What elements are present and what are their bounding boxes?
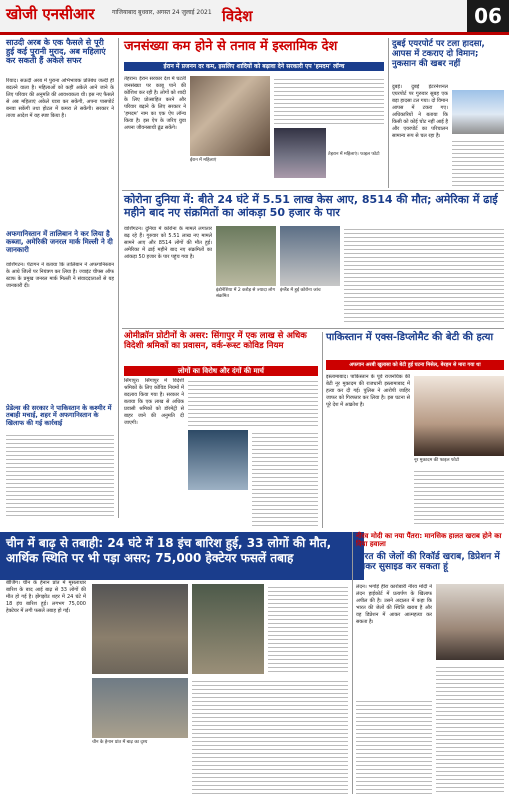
main-caption-2: तेहरान में महिलाएं। फाइल फोटो <box>328 152 380 157</box>
china-caption: चीन के हेनान प्रांत में बाढ़ का दृश्य <box>92 740 148 745</box>
left-subhead: अफगानिस्तान में तालिबान ने कर लिया है कब्जा, अमेरिकी जनरल मार्क मिल्ली ने दी जानकारी <box>6 230 113 255</box>
right-filler <box>452 138 504 186</box>
china-photo-3 <box>92 678 188 738</box>
pakistan-headline: पाकिस्तान में एक्स-डिप्लोमैट की बेटी की हत्या <box>326 332 494 343</box>
plane-photo <box>452 90 504 134</box>
main-body-filler <box>274 76 384 126</box>
corona-body: वाशिंगटन। दुनिया में कोरोना के मामले लगातार बढ़ रहे हैं। गुरुवार को 5.51 लाख नए मामले सामने आए और 8514 लोगों की मौत हुई। अमेरिका में ढाई महीने बाद नए संक्रमितों का आंकड़ा 50 हजार के पार पहुंच गया है। <box>124 226 212 260</box>
column-rule <box>352 532 353 794</box>
main-subhead: ईरान में प्रजनन दर कम, इसलिए शादियों को बढ़ावा देने सरकारी एप 'हमदम' लॉन्च <box>124 62 384 71</box>
main-body: तेहरान। ईरान सरकार देश में घटती जनसंख्या पर काबू पाने की कोशिश कर रही है। लोगों को शादी के लिए प्रोत्साहित करने और परिवार बढ़ाने के लिए सरकार ने 'हमदम' नाम का एक ऐप लॉन्च किया है। इस ऐप के जरिए युवा अपना जीवनसाथी ढूंढ सकेंगे। <box>124 76 186 131</box>
nirav-headline: नीरव मोदी का नया पैंतरा: मानसिक हालत खराब होने का दिया हवाला <box>356 532 502 549</box>
section-title: विदेश <box>222 7 253 25</box>
china-filler <box>192 678 348 794</box>
corona-photo-1 <box>216 226 276 286</box>
left-subhead2: प्रेडेल्स की सरकार ने पाकिस्तान के कश्मीर में तबाही मचाई, शहर में अफगानिस्तान के खिलाफ की गई कार्रवाई <box>6 404 112 427</box>
china-photo-2 <box>192 584 264 674</box>
nirav-photo <box>436 584 504 660</box>
column-rule <box>322 332 323 528</box>
right-body: दुबई। दुबई इंटरनेशनल एयरपोर्ट पर गुरुवार सुबह एक बड़ा हादसा टल गया। दो विमान आपस में टकरा गए। अधिकारियों ने बताया कि किसी को कोई चोट नहीं आई है और एयरपोर्ट का परिचालन सामान्य रूप से चल रहा है। <box>392 84 448 139</box>
column-rule <box>388 38 389 188</box>
nirav-body: लंदन। भगोड़े हीरा कारोबारी नीरव मोदी ने लंदन हाईकोर्ट में प्रत्यर्पण के खिलाफ अपील की है। उसने अदालत में कहा कि भारत की जेलों की स्थिति खराब है और वह डिप्रेशन में आकर आत्महत्या कर सकता है। <box>356 584 432 625</box>
section-divider <box>122 328 504 329</box>
left-body: रियाद। सऊदी अरब में पुराना अभिभावक प्रतिबंध जल्दी ही बदलने वाला है। महिलाओं को कहीं अकेले आने जाने के लिए परिवार की अनुमति की आवश्यकता थी। इस नए फैसले से अब महिलाएं अकेले यात्रा कर सकेंगी, अपना पासपोर्ट बनवा सकेंगी तथा होटल में कमरा ले सकेंगी। सरकार ने ताजा आदेश में यह स्पष्ट किया है। <box>6 78 114 119</box>
china-filler-2 <box>268 584 348 674</box>
singapore-filler <box>188 378 318 428</box>
paper-logo: खोजी एनसीआर <box>6 5 95 23</box>
column-rule <box>118 38 119 518</box>
page-number: 06 <box>467 0 509 32</box>
nirav-subhead: भारत की जेलों की रिकॉर्ड खराब, डिप्रेशन में आकर सुसाइड कर सकता हूं <box>356 552 500 573</box>
china-headline-band: चीन में बाढ़ से तबाही: 24 घंटे में 18 इंच बारिश हुई, 33 लोगों की मौत, आर्थिक स्थिति पर भी पड़ा असर; 75,000 हेक्टेयर फसलें तबाह <box>0 532 364 580</box>
singapore-bar: लोगों का विरोध और दंगों की मार्च <box>124 366 318 376</box>
pakistan-caption: नूर मुकादम की फाइल फोटो <box>414 458 460 463</box>
masthead <box>0 0 509 35</box>
pakistan-bar: अफगान अरबी खुलासा को बेटी हुई घटना मिसेल, बेरहम से मारा गया था <box>326 360 504 370</box>
singapore-body: सिंगापुर। सिंगापुर में विदेशी श्रमिकों के लिए कोविड नियमों में बदलाव किया गया है। सरकार ने बताया कि एक लाख से अधिक प्रवासी श्रमिकों को डॉरमेट्री से बाहर जाने की अनुमति दी जाएगी। <box>124 378 184 426</box>
china-body: बीजिंग। चीन के हेनान प्रांत में मूसलाधार बारिश के बाद आई बाढ़ से 33 लोगों की मौत हो गई है। झेंगझोउ शहर में 24 घंटे में 18 इंच बारिश हुई। लगभग 75,000 हेक्टेयर में लगी फसलें तबाह हो गईं। <box>6 580 86 614</box>
left-headline: साउदी अरब के एक फैसले से पूरी हुई कई पुरानी मुराद, अब महिलाएं कर सकती हैं अकेले सफर <box>6 38 106 66</box>
section-divider <box>122 190 504 191</box>
corona-photo-2 <box>280 226 340 286</box>
china-photo-1 <box>92 584 188 674</box>
corona-caption-2: इंग्लैंड में हुई कोरोना जांच <box>280 288 321 293</box>
dateline: गाजियाबाद बुधवार, अगस्त 24 जुलाई 2021 <box>112 9 212 16</box>
singapore-photo <box>188 430 248 490</box>
nirav-filler-2 <box>356 698 432 794</box>
pakistan-body: इस्लामाबाद। पाकिस्तान के पूर्व राजनयिक की बेटी नूर मुकादम की राजधानी इस्लामाबाद में हत्या कर दी गई। पुलिस ने आरोपी जाहिर जाफर को गिरफ्तार कर लिया है। इस घटना से पूरे देश में आक्रोश है। <box>326 374 410 408</box>
pakistan-photo <box>414 376 504 456</box>
corona-headline: कोरोना दुनिया में: बीते 24 घंटे में 5.51 लाख केस आए, 8514 की मौत; अमेरिका में ढाई महीने बाद नए संक्रमितों का आंकड़ा 50 हजार के पार <box>124 193 498 219</box>
left-body3-filler <box>6 432 114 516</box>
main-headline: जनसंख्या कम होने से तनाव में इस्लामिक देश <box>124 39 338 54</box>
corona-body-filler <box>344 226 504 324</box>
corona-caption-1: इंडोनेशिया में 2 करोड़ से ज्यादा लोग संक्रमित <box>216 288 275 299</box>
nirav-filler <box>436 664 504 794</box>
main-photo <box>190 76 270 156</box>
singapore-headline: ओमीक्रॉन प्रोटीनों के असर: सिंगापुर में एक लाख से अधिक विदेशी श्रमिकों का प्रवासन, वर्क-रूस्ट कोविड नियम <box>124 331 307 351</box>
singapore-filler-2 <box>252 430 318 528</box>
pakistan-filler <box>414 468 504 526</box>
left-body2: वाशिंगटन। पेंटागन ने बताया कि तालिबान ने अफगानिस्तान के आधे जिलों पर नियंत्रण कर लिया है। ज्वाइंट चीफ्स ऑफ स्टाफ के प्रमुख जनरल मार्क मिल्ली ने संवाददाताओं से यह जानकारी दी। <box>6 262 114 289</box>
main-photo-2 <box>274 128 326 178</box>
right-headline: दुबई एयरपोर्ट पर टला हादसा, आपस में टकराए दो विमान; नुकसान की खबर नहीं <box>392 39 485 69</box>
main-caption: ईरान में महिलाएं <box>190 158 217 163</box>
